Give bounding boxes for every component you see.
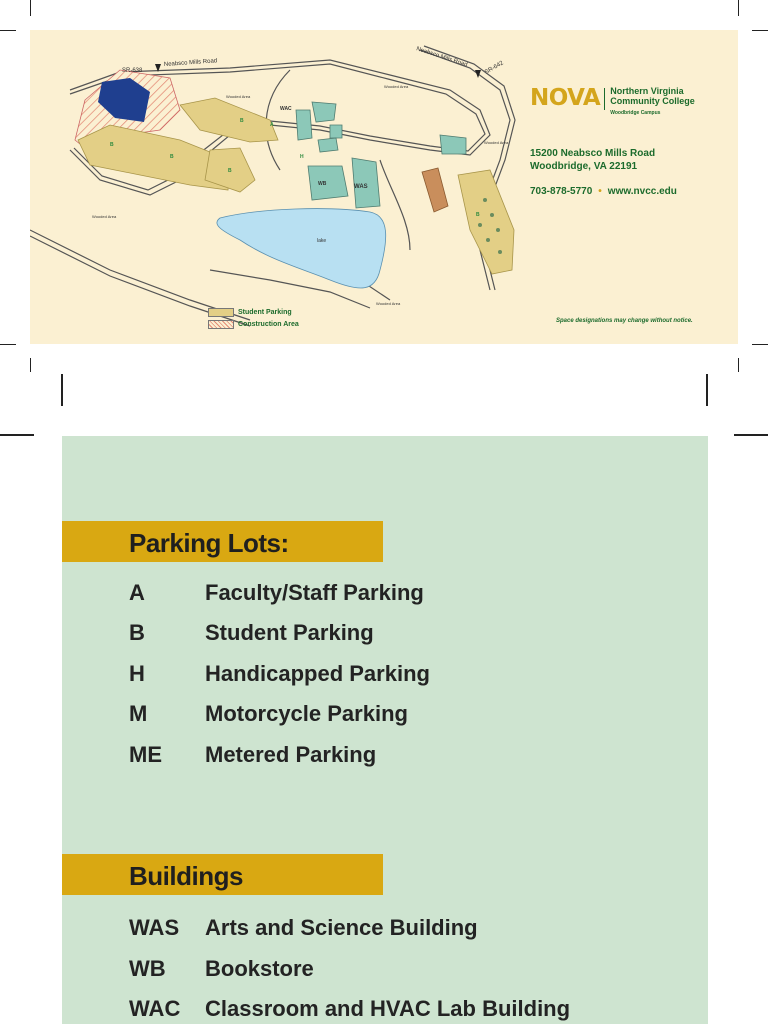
lot-code: M bbox=[129, 701, 148, 726]
building-label: WAC bbox=[280, 106, 292, 112]
area-label: Wooded Area bbox=[484, 140, 509, 145]
building-name: Bookstore bbox=[205, 956, 314, 981]
crop-mark bbox=[61, 374, 63, 406]
road-label: Neabsco Mills Road bbox=[415, 46, 468, 69]
lot-letter: B bbox=[476, 212, 480, 218]
building-name: Classroom and HVAC Lab Building bbox=[205, 996, 571, 1021]
crop-mark bbox=[30, 0, 31, 16]
map-legend bbox=[208, 306, 299, 330]
lake-label: lake bbox=[317, 238, 327, 244]
lot-letter: A bbox=[270, 122, 274, 128]
lot-letter: B bbox=[110, 142, 114, 148]
logo-word: NOVA bbox=[530, 85, 601, 111]
lot-letter: H bbox=[300, 154, 304, 160]
crop-mark bbox=[734, 434, 768, 436]
campus-name: Woodbridge Campus bbox=[610, 110, 661, 116]
contact-line bbox=[530, 186, 677, 197]
crop-mark bbox=[738, 0, 739, 16]
crop-mark bbox=[30, 358, 31, 372]
building-name: Arts and Science Building bbox=[205, 915, 478, 940]
crop-mark bbox=[752, 344, 768, 345]
building-code: WAS bbox=[129, 915, 180, 940]
section-title: Buildings bbox=[129, 861, 243, 891]
legend-label: Student Parking bbox=[238, 308, 292, 316]
buildings-header bbox=[62, 854, 383, 895]
crop-mark bbox=[0, 344, 16, 345]
lot-name: Student Parking bbox=[205, 620, 374, 645]
address-line2: Woodbridge, VA 22191 bbox=[530, 161, 638, 172]
lot-letter: B bbox=[228, 168, 232, 174]
crop-mark bbox=[0, 30, 16, 31]
college-name-line1: Northern Virginia bbox=[610, 86, 684, 96]
legend-swatch bbox=[208, 320, 234, 329]
road-markers bbox=[155, 64, 481, 78]
lot-code: A bbox=[129, 580, 145, 605]
crop-mark bbox=[738, 358, 739, 372]
lot-name: Faculty/Staff Parking bbox=[205, 580, 424, 605]
lot-letter: B bbox=[170, 154, 174, 160]
logo-text-block bbox=[610, 86, 695, 116]
crop-mark bbox=[706, 374, 708, 406]
address-line1: 15200 Neabsco Mills Road bbox=[530, 148, 656, 159]
lot-code: ME bbox=[129, 742, 162, 767]
campus-map-card bbox=[30, 30, 738, 344]
lot-name: Motorcycle Parking bbox=[205, 701, 408, 726]
legend-item-student-parking bbox=[208, 306, 299, 318]
area-label: Wooded Area bbox=[92, 214, 117, 219]
lot-name: Handicapped Parking bbox=[205, 661, 430, 686]
area-label: Wooded Area bbox=[226, 94, 251, 99]
nova-logo bbox=[530, 86, 695, 116]
separator-dot: • bbox=[598, 186, 602, 197]
section-title: Parking Lots: bbox=[129, 528, 289, 558]
website-link[interactable]: www.nvcc.edu bbox=[607, 186, 677, 197]
area-label: Wooded Area bbox=[376, 301, 401, 306]
road-label: SR-642 bbox=[484, 60, 505, 76]
crop-mark bbox=[0, 434, 34, 436]
lot-letter: B bbox=[240, 118, 244, 124]
lot-code: B bbox=[129, 620, 145, 645]
building-label: WAS bbox=[354, 184, 368, 190]
legend-label: Construction Area bbox=[238, 320, 299, 328]
college-name-line2: Community College bbox=[610, 96, 695, 106]
address bbox=[530, 147, 655, 173]
legend-swatch bbox=[208, 308, 234, 317]
lake bbox=[217, 209, 386, 288]
legend-item-construction bbox=[208, 318, 299, 330]
crop-mark bbox=[752, 30, 768, 31]
phone-number: 703-878-5770 bbox=[530, 186, 593, 197]
road-label: Neabsco Mills Road bbox=[163, 58, 218, 68]
parking-lots-header bbox=[62, 521, 383, 562]
building-label: WB bbox=[318, 181, 327, 187]
building-code: WAC bbox=[129, 996, 181, 1021]
lot-code: H bbox=[129, 661, 145, 686]
area-label: Wooded Area bbox=[384, 84, 409, 89]
road-label: SR-638 bbox=[122, 68, 143, 74]
lot-name: Metered Parking bbox=[205, 742, 377, 767]
tennis-courts bbox=[422, 168, 448, 212]
building-code: WB bbox=[129, 956, 166, 981]
logo-divider bbox=[604, 88, 605, 110]
notice-text: Space designations may change without notice. bbox=[556, 318, 693, 324]
info-panel bbox=[62, 436, 708, 1024]
